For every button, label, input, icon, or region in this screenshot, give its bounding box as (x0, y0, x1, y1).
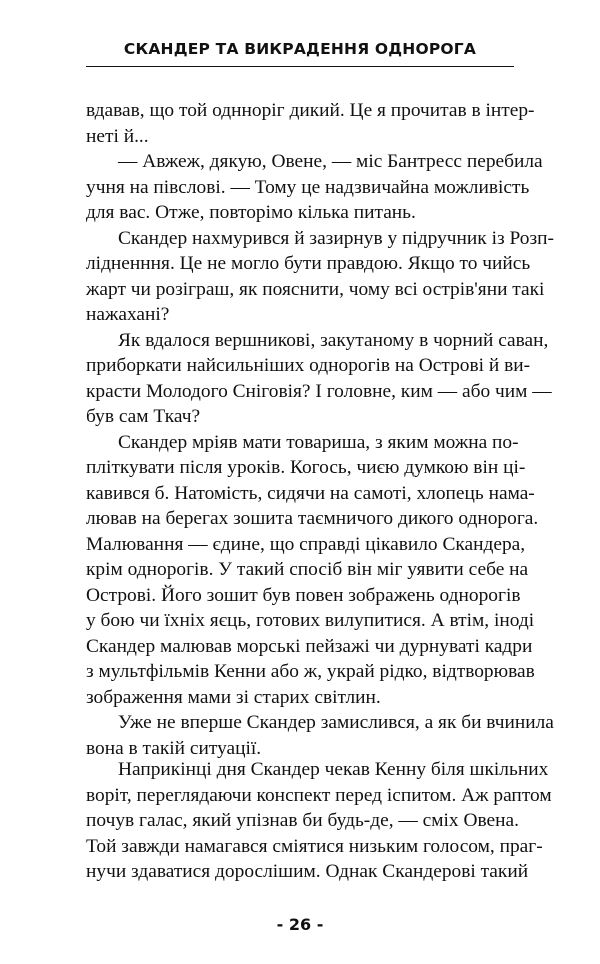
text-line: з мультфільмів Кенни або ж, украй рідко, відтворював (86, 661, 535, 682)
text-line: Уже не вперше Скандер замислився, а як би вчинила (118, 712, 554, 733)
text-line: вдавав, що той однноріг дикий. Це я прочитав в інтер- (86, 100, 535, 121)
header-rule (86, 66, 514, 67)
text-line: почув галас, який упізнав би будь-де, — сміх Овена. (86, 810, 519, 831)
body-text-section-2 (86, 757, 552, 885)
text-line: лідненння. Це не могло бути правдою. Якщо то чийсь (86, 253, 531, 274)
text-line: учня на півслові. — Тому це надзвичайна можливість (86, 176, 530, 198)
text-line: Острові. Його зошит був повен зображень однорогів (86, 584, 521, 606)
running-header: СКАНДЕР ТА ВИКРАДЕННЯ ОДНОРОГА (123, 40, 477, 58)
text-line: — Авжеж, дякую, Овене, — міс Бантресс перебила (118, 151, 543, 172)
text-line: жарт чи розіграш, як пояснити, чому всі острів'яни такі (86, 278, 545, 300)
text-line: Як вдалося вершникові, закутаному в чорний саван, (118, 329, 549, 351)
text-line: Малювання — єдине, що справді цікавило Скандера, (86, 533, 526, 555)
text-line: був сам Ткач? (86, 406, 201, 427)
text-line: Наприкінці дня Скандер чекав Кенну біля шкільних (118, 759, 549, 780)
text-line: у бою чи їхніх яєць, готових вилупитися. А втім, іноді (86, 610, 535, 631)
text-line: нажахані? (86, 304, 170, 325)
text-line: лював на берегах зошита таємничого дикого однорога. (86, 508, 539, 529)
text-line: Той завжди намагався сміятися низьким голосом, праг- (86, 835, 543, 857)
text-line: неті й... (86, 125, 149, 147)
body-text-section-1 (86, 98, 554, 761)
text-line: приборкати найсильніших однорогів на Острові й ви- (86, 355, 531, 376)
text-line: крім однорогів. У такий спосіб він міг уявити себе на (86, 559, 529, 580)
text-line: зображення мами зі старих світлин. (86, 686, 381, 708)
text-line: красти Молодого Сніговія? І головне, ким — або чим — (86, 380, 552, 402)
text-line: нучи здаватися дорослішим. Однак Скандерові такий (86, 861, 529, 882)
text-line: кавився б. Натомість, сидячи на самоті, хлопець нама- (86, 482, 535, 504)
text-line: для вас. Отже, повторімо кілька питань. (86, 202, 416, 223)
text-line: Скандер малював морські пейзажі чи дурнуваті кадри (86, 635, 533, 657)
page-number: - 26 - (276, 915, 324, 934)
text-line: пліткувати після уроків. Когось, чиєю думкою він ці- (86, 457, 526, 478)
text-line: Скандер мріяв мати товариша, з яким можна по- (118, 431, 519, 453)
text-line: Скандер нахмурився й зазирнув у підручник із Розп- (118, 227, 554, 249)
text-line: вона в такій ситуації. (86, 737, 262, 759)
text-line: воріт, переглядаючи конспект перед іспитом. Аж раптом (86, 784, 552, 806)
